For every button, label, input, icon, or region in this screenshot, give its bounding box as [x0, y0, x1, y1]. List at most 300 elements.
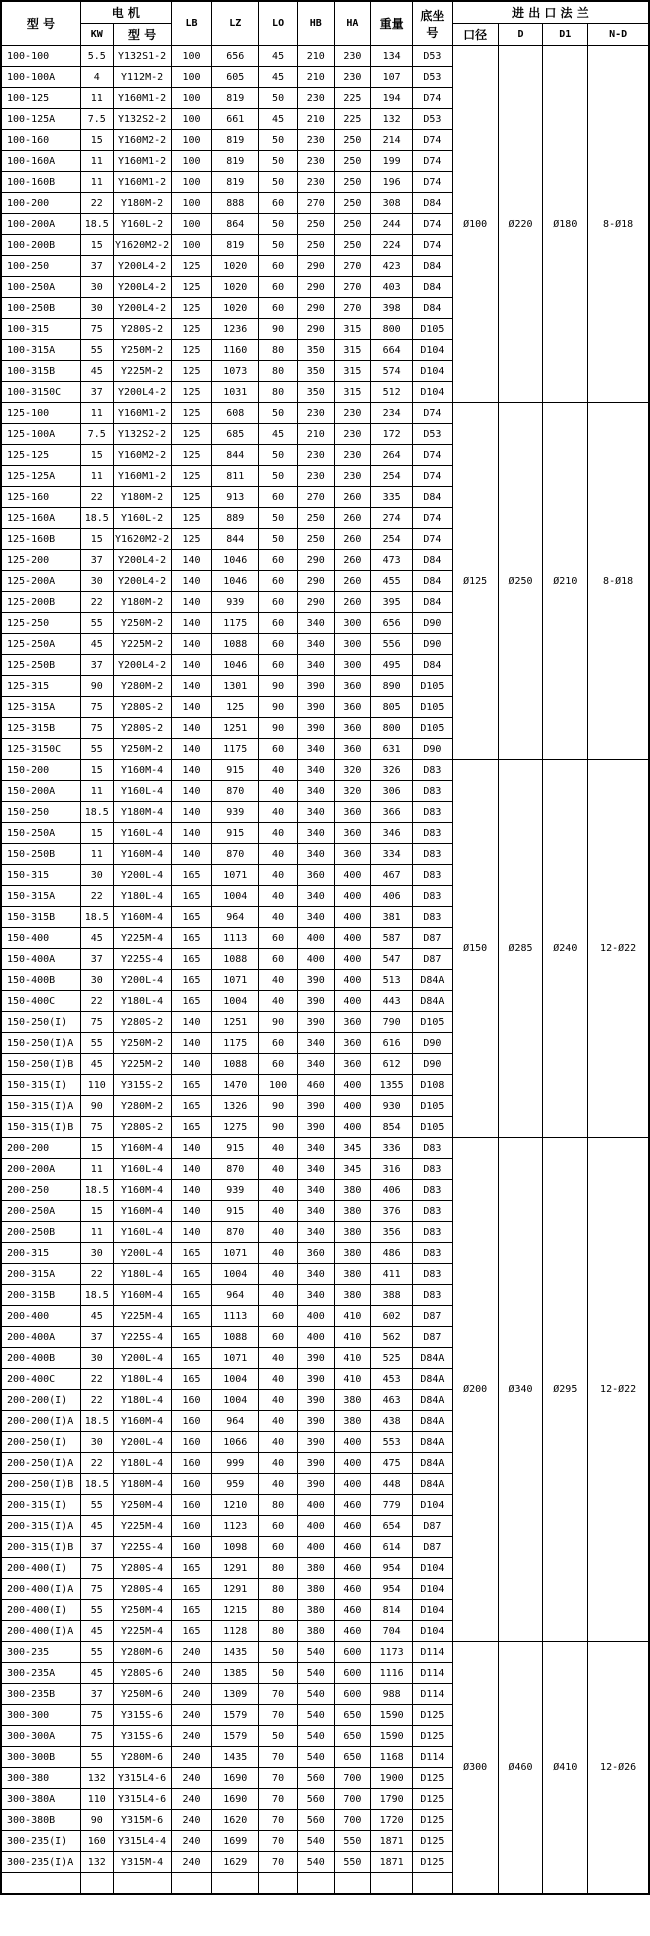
- cell-model: 100-125: [1, 88, 80, 109]
- cell-hb: 340: [297, 634, 334, 655]
- cell-motor-model: Y160M-4: [113, 844, 171, 865]
- cell-lb: 240: [171, 1705, 212, 1726]
- cell-kw: 11: [80, 781, 113, 802]
- cell-lz: 844: [212, 445, 259, 466]
- cell-lb: 140: [171, 550, 212, 571]
- cell-lo: 90: [259, 319, 298, 340]
- cell-lb: 140: [171, 718, 212, 739]
- cell-kw: 15: [80, 823, 113, 844]
- cell-hb: 390: [297, 1390, 334, 1411]
- cell-hb: 290: [297, 550, 334, 571]
- col-header-base-line2: 号: [426, 25, 439, 40]
- cell-model: 150-250B: [1, 844, 80, 865]
- cell-kw: 30: [80, 277, 113, 298]
- cell-lz: 1215: [212, 1600, 259, 1621]
- cell-model: 300-300A: [1, 1726, 80, 1747]
- cell-model: 100-3150C: [1, 382, 80, 403]
- cell-model: 150-315: [1, 865, 80, 886]
- cell-lb: 240: [171, 1642, 212, 1663]
- cell-kw: 75: [80, 1558, 113, 1579]
- cell-base: D125: [413, 1852, 453, 1873]
- cell-hb: 390: [297, 1117, 334, 1138]
- cell-lz: 1175: [212, 739, 259, 760]
- cell-lb: 125: [171, 298, 212, 319]
- cell-model: 125-315B: [1, 718, 80, 739]
- cell-model: 150-315(I)B: [1, 1117, 80, 1138]
- cell-lb: 165: [171, 886, 212, 907]
- cell-base: D90: [413, 739, 453, 760]
- cell-base: D105: [413, 1096, 453, 1117]
- cell-lz: 1629: [212, 1852, 259, 1873]
- cell-ha: 400: [334, 907, 371, 928]
- cell-kw: 30: [80, 298, 113, 319]
- cell-base: D53: [413, 424, 453, 445]
- cell-ha: 250: [334, 151, 371, 172]
- cell-motor-model: Y315M-6: [113, 1810, 171, 1831]
- cell-lo: 50: [259, 1726, 298, 1747]
- cell-lz: 913: [212, 487, 259, 508]
- cell-kw: 5.5: [80, 46, 113, 67]
- cell-base: D83: [413, 1159, 453, 1180]
- cell-weight: 1871: [371, 1831, 413, 1852]
- cell-model: 200-250(I)A: [1, 1453, 80, 1474]
- flange-bore: Ø150: [452, 760, 498, 1138]
- cell-hb: 400: [297, 949, 334, 970]
- cell-model: 200-400(I)A: [1, 1621, 80, 1642]
- cell-base: D87: [413, 949, 453, 970]
- cell-weight: 954: [371, 1558, 413, 1579]
- cell-ha: 400: [334, 886, 371, 907]
- table-row: [1, 1642, 649, 1663]
- cell-ha: 230: [334, 466, 371, 487]
- cell-weight: 443: [371, 991, 413, 1012]
- cell-hb: 340: [297, 1033, 334, 1054]
- cell-kw: 90: [80, 676, 113, 697]
- cell-model: 125-200A: [1, 571, 80, 592]
- cell-lb: 165: [171, 1327, 212, 1348]
- cell-lb: 240: [171, 1810, 212, 1831]
- cell-motor-model: Y280S-4: [113, 1558, 171, 1579]
- cell-kw: 18.5: [80, 214, 113, 235]
- cell-kw: 55: [80, 1642, 113, 1663]
- cell-lz: 1020: [212, 277, 259, 298]
- cell-weight: 1590: [371, 1705, 413, 1726]
- cell-base: D84: [413, 298, 453, 319]
- cell-base: D104: [413, 1579, 453, 1600]
- cell-lz: 889: [212, 508, 259, 529]
- cell-ha: 225: [334, 88, 371, 109]
- cell-lz: 1046: [212, 550, 259, 571]
- cell-ha: 260: [334, 592, 371, 613]
- cell-lb: 125: [171, 424, 212, 445]
- cell-lb: 165: [171, 1369, 212, 1390]
- cell-hb: 250: [297, 214, 334, 235]
- cell-hb: 540: [297, 1831, 334, 1852]
- cell-base: D84A: [413, 1411, 453, 1432]
- cell-base: D74: [413, 403, 453, 424]
- cell-weight: 448: [371, 1474, 413, 1495]
- cell-lz: 959: [212, 1474, 259, 1495]
- cell-lb: 140: [171, 1201, 212, 1222]
- cell-weight: 455: [371, 571, 413, 592]
- cell-ha: 460: [334, 1621, 371, 1642]
- cell-motor-model: Y160L-2: [113, 508, 171, 529]
- cell-lo: 60: [259, 298, 298, 319]
- cell-motor-model: Y225M-2: [113, 1054, 171, 1075]
- cell-model: 100-100: [1, 46, 80, 67]
- cell-motor-model: Y280S-2: [113, 1117, 171, 1138]
- cell-model: 200-315(I)B: [1, 1537, 80, 1558]
- cell-ha: 345: [334, 1159, 371, 1180]
- cell-lz: 1004: [212, 1390, 259, 1411]
- cell-motor-model: Y280S-2: [113, 319, 171, 340]
- cell-ha: 460: [334, 1537, 371, 1558]
- cell-model: 300-380A: [1, 1789, 80, 1810]
- cell-hb: 340: [297, 613, 334, 634]
- cell-weight: 335: [371, 487, 413, 508]
- cell-base: D84: [413, 571, 453, 592]
- col-header-kw: KW: [80, 24, 113, 46]
- cell-kw: 75: [80, 319, 113, 340]
- cell-lo: 60: [259, 487, 298, 508]
- cell-weight: 612: [371, 1054, 413, 1075]
- cell-lo: 60: [259, 256, 298, 277]
- cell-hb: 540: [297, 1663, 334, 1684]
- cell-kw: 22: [80, 991, 113, 1012]
- cell-base: D83: [413, 760, 453, 781]
- cell-ha: 320: [334, 781, 371, 802]
- cell-base: D125: [413, 1810, 453, 1831]
- cell-base: D74: [413, 172, 453, 193]
- cell-model: 100-315A: [1, 340, 80, 361]
- cell-weight: 486: [371, 1243, 413, 1264]
- cell-motor-model: Y180M-2: [113, 193, 171, 214]
- cell-lz: 1098: [212, 1537, 259, 1558]
- table-row: [1, 46, 649, 67]
- cell-lo: 50: [259, 130, 298, 151]
- header-row-1: [1, 1, 649, 24]
- cell-motor-model: Y160M-4: [113, 760, 171, 781]
- cell-base: D84A: [413, 1348, 453, 1369]
- cell-lo: 40: [259, 1453, 298, 1474]
- cell-lo: 40: [259, 1411, 298, 1432]
- cell-lb: 140: [171, 844, 212, 865]
- cell-ha: 600: [334, 1663, 371, 1684]
- cell-weight: 134: [371, 46, 413, 67]
- cell-kw: 37: [80, 382, 113, 403]
- cell-motor-model: Y315L4-6: [113, 1789, 171, 1810]
- cell-motor-model: Y200L4-2: [113, 382, 171, 403]
- cell-hb: 380: [297, 1600, 334, 1621]
- cell-lb: 140: [171, 1180, 212, 1201]
- cell-weight: 356: [371, 1222, 413, 1243]
- cell-lz: 915: [212, 1201, 259, 1222]
- cell-weight: 264: [371, 445, 413, 466]
- flange-bore: Ø125: [452, 403, 498, 760]
- cell-weight: 398: [371, 298, 413, 319]
- cell-motor-model: Y180M-4: [113, 802, 171, 823]
- cell-hb: 340: [297, 823, 334, 844]
- cell-kw: 22: [80, 1390, 113, 1411]
- cell-kw: 22: [80, 886, 113, 907]
- cell-kw: 132: [80, 1768, 113, 1789]
- cell-kw: 110: [80, 1075, 113, 1096]
- cell-ha: 400: [334, 1453, 371, 1474]
- cell-lb: 100: [171, 130, 212, 151]
- cell-weight: 814: [371, 1600, 413, 1621]
- cell-base: D104: [413, 361, 453, 382]
- cell-lo: 50: [259, 88, 298, 109]
- cell-motor-model: Y160M1-2: [113, 172, 171, 193]
- cell-model: 150-400B: [1, 970, 80, 991]
- cell-base: D53: [413, 109, 453, 130]
- cell-model: 200-200(I): [1, 1390, 80, 1411]
- cell-kw: 75: [80, 697, 113, 718]
- cell-weight: 107: [371, 67, 413, 88]
- cell-lz: 1251: [212, 718, 259, 739]
- cell-kw: 160: [80, 1831, 113, 1852]
- cell-motor-model: Y160M1-2: [113, 466, 171, 487]
- cell-kw: 30: [80, 1243, 113, 1264]
- cell-lo: 40: [259, 802, 298, 823]
- cell-hb: 390: [297, 1474, 334, 1495]
- cell-ha: 230: [334, 445, 371, 466]
- cell-hb: 250: [297, 508, 334, 529]
- cell-lb: 125: [171, 277, 212, 298]
- cell-lb: 160: [171, 1495, 212, 1516]
- cell-lz: 125: [212, 697, 259, 718]
- cell-hb: 540: [297, 1705, 334, 1726]
- cell-motor-model: Y280M-2: [113, 676, 171, 697]
- cell-lz: 819: [212, 130, 259, 151]
- cell-hb: 390: [297, 991, 334, 1012]
- cell-lo: 40: [259, 865, 298, 886]
- cell-ha: 380: [334, 1222, 371, 1243]
- cell-model: 100-160B: [1, 172, 80, 193]
- flange-d: Ø460: [498, 1642, 543, 1895]
- cell-weight: 587: [371, 928, 413, 949]
- cell-model: 125-160A: [1, 508, 80, 529]
- cell-base: D74: [413, 214, 453, 235]
- cell-lo: 60: [259, 949, 298, 970]
- cell-hb: 230: [297, 445, 334, 466]
- cell-weight: 547: [371, 949, 413, 970]
- cell-weight: 423: [371, 256, 413, 277]
- cell-kw: 4: [80, 67, 113, 88]
- cell-lo: 60: [259, 571, 298, 592]
- table-row: [1, 1138, 649, 1159]
- cell-ha: 315: [334, 361, 371, 382]
- cell-weight: 988: [371, 1684, 413, 1705]
- cell-ha: 230: [334, 424, 371, 445]
- cell-base: D84A: [413, 991, 453, 1012]
- cell-weight: 1355: [371, 1075, 413, 1096]
- cell-model: 100-100A: [1, 67, 80, 88]
- cell-model: 200-400(I)A: [1, 1579, 80, 1600]
- cell-hb: 340: [297, 1159, 334, 1180]
- cell-motor-model: Y200L4-2: [113, 550, 171, 571]
- cell-kw: 37: [80, 1684, 113, 1705]
- table-row: [1, 403, 649, 424]
- cell-lz: 1699: [212, 1831, 259, 1852]
- cell-ha: 380: [334, 1180, 371, 1201]
- cell-ha: 260: [334, 487, 371, 508]
- cell-lo: 70: [259, 1684, 298, 1705]
- cell-lb: 100: [171, 235, 212, 256]
- cell-kw: 55: [80, 1747, 113, 1768]
- cell-lz: 915: [212, 760, 259, 781]
- cell-weight: 512: [371, 382, 413, 403]
- cell-weight: 656: [371, 613, 413, 634]
- cell-model: 150-315(I): [1, 1075, 80, 1096]
- cell-model: 200-250: [1, 1180, 80, 1201]
- cell-lb: 140: [171, 1222, 212, 1243]
- cell-hb: 230: [297, 151, 334, 172]
- cell-hb: 400: [297, 1495, 334, 1516]
- cell-lz: 1020: [212, 256, 259, 277]
- cell-lo: 80: [259, 1579, 298, 1600]
- cell-lb: 100: [171, 214, 212, 235]
- cell-ha: 300: [334, 634, 371, 655]
- cell-base: D53: [413, 67, 453, 88]
- cell-model: 200-400(I): [1, 1558, 80, 1579]
- cell-lb: 165: [171, 1558, 212, 1579]
- cell-model: 125-250: [1, 613, 80, 634]
- cell-weight: 854: [371, 1117, 413, 1138]
- cell-hb: 380: [297, 1558, 334, 1579]
- cell-lo: 60: [259, 193, 298, 214]
- cell-model: 300-300: [1, 1705, 80, 1726]
- cell-ha: 410: [334, 1369, 371, 1390]
- cell-model: 150-200: [1, 760, 80, 781]
- cell-motor-model: Y160M1-2: [113, 88, 171, 109]
- cell-motor-model: Y280S-4: [113, 1579, 171, 1600]
- cell-motor-model: Y200L-4: [113, 865, 171, 886]
- cell-ha: 250: [334, 130, 371, 151]
- cell-base: [413, 1873, 453, 1895]
- cell-motor-model: Y200L-4: [113, 970, 171, 991]
- cell-lb: 140: [171, 1159, 212, 1180]
- cell-lz: 661: [212, 109, 259, 130]
- cell-lz: 1004: [212, 1264, 259, 1285]
- cell-ha: 460: [334, 1558, 371, 1579]
- cell-weight: 406: [371, 1180, 413, 1201]
- cell-motor-model: Y160M-4: [113, 1411, 171, 1432]
- cell-lz: 811: [212, 466, 259, 487]
- cell-weight: 779: [371, 1495, 413, 1516]
- cell-base: D84A: [413, 1369, 453, 1390]
- cell-ha: 300: [334, 613, 371, 634]
- cell-kw: 15: [80, 130, 113, 151]
- cell-lo: 45: [259, 109, 298, 130]
- cell-model: 200-400A: [1, 1327, 80, 1348]
- cell-ha: 410: [334, 1306, 371, 1327]
- cell-base: D90: [413, 634, 453, 655]
- cell-lb: 140: [171, 676, 212, 697]
- cell-weight: 473: [371, 550, 413, 571]
- cell-ha: 400: [334, 1075, 371, 1096]
- cell-lz: 608: [212, 403, 259, 424]
- cell-base: D74: [413, 235, 453, 256]
- cell-lo: 60: [259, 550, 298, 571]
- cell-weight: 234: [371, 403, 413, 424]
- cell-lz: 1175: [212, 613, 259, 634]
- cell-base: D53: [413, 46, 453, 67]
- cell-weight: 495: [371, 655, 413, 676]
- spec-table-body: [1, 46, 649, 1895]
- cell-motor-model: Y315L4-6: [113, 1768, 171, 1789]
- cell-motor-model: Y180L-4: [113, 1369, 171, 1390]
- cell-lb: 240: [171, 1789, 212, 1810]
- cell-hb: 290: [297, 256, 334, 277]
- cell-lb: 165: [171, 907, 212, 928]
- cell-hb: 340: [297, 886, 334, 907]
- cell-motor-model: Y160L-2: [113, 214, 171, 235]
- cell-lz: 819: [212, 172, 259, 193]
- cell-lb: 240: [171, 1684, 212, 1705]
- cell-lo: 80: [259, 1495, 298, 1516]
- cell-kw: 132: [80, 1852, 113, 1873]
- flange-nd: 12-Ø26: [588, 1642, 649, 1895]
- cell-model: [1, 1873, 80, 1895]
- cell-kw: 22: [80, 193, 113, 214]
- cell-lz: [212, 1873, 259, 1895]
- cell-kw: 55: [80, 739, 113, 760]
- cell-model: 125-250B: [1, 655, 80, 676]
- cell-lb: 160: [171, 1516, 212, 1537]
- cell-lb: 140: [171, 781, 212, 802]
- cell-hb: 390: [297, 1432, 334, 1453]
- cell-base: D90: [413, 1033, 453, 1054]
- cell-lz: 819: [212, 88, 259, 109]
- cell-ha: 270: [334, 256, 371, 277]
- cell-weight: 463: [371, 1390, 413, 1411]
- cell-kw: 15: [80, 760, 113, 781]
- cell-lo: 70: [259, 1831, 298, 1852]
- cell-base: D74: [413, 466, 453, 487]
- cell-kw: 45: [80, 361, 113, 382]
- cell-lo: 60: [259, 634, 298, 655]
- cell-motor-model: Y225M-4: [113, 1621, 171, 1642]
- cell-motor-model: Y280S-2: [113, 697, 171, 718]
- cell-lb: 165: [171, 1096, 212, 1117]
- cell-lo: 90: [259, 718, 298, 739]
- cell-base: D104: [413, 1621, 453, 1642]
- cell-ha: 400: [334, 1117, 371, 1138]
- cell-weight: 805: [371, 697, 413, 718]
- cell-lb: 165: [171, 1579, 212, 1600]
- cell-hb: 560: [297, 1810, 334, 1831]
- cell-lb: 125: [171, 529, 212, 550]
- cell-kw: 45: [80, 1516, 113, 1537]
- col-header-flange: 进 出 口 法 兰: [452, 1, 649, 24]
- cell-lo: 50: [259, 151, 298, 172]
- cell-model: 200-315A: [1, 1264, 80, 1285]
- cell-lo: 40: [259, 1390, 298, 1411]
- cell-model: 200-250(I)B: [1, 1474, 80, 1495]
- cell-hb: 230: [297, 130, 334, 151]
- cell-lb: 140: [171, 1033, 212, 1054]
- cell-lz: 1088: [212, 1054, 259, 1075]
- cell-ha: 320: [334, 760, 371, 781]
- cell-kw: 22: [80, 487, 113, 508]
- cell-base: D83: [413, 1138, 453, 1159]
- cell-lo: 90: [259, 676, 298, 697]
- cell-weight: 199: [371, 151, 413, 172]
- cell-lb: 140: [171, 1054, 212, 1075]
- cell-lz: 939: [212, 592, 259, 613]
- cell-hb: 340: [297, 907, 334, 928]
